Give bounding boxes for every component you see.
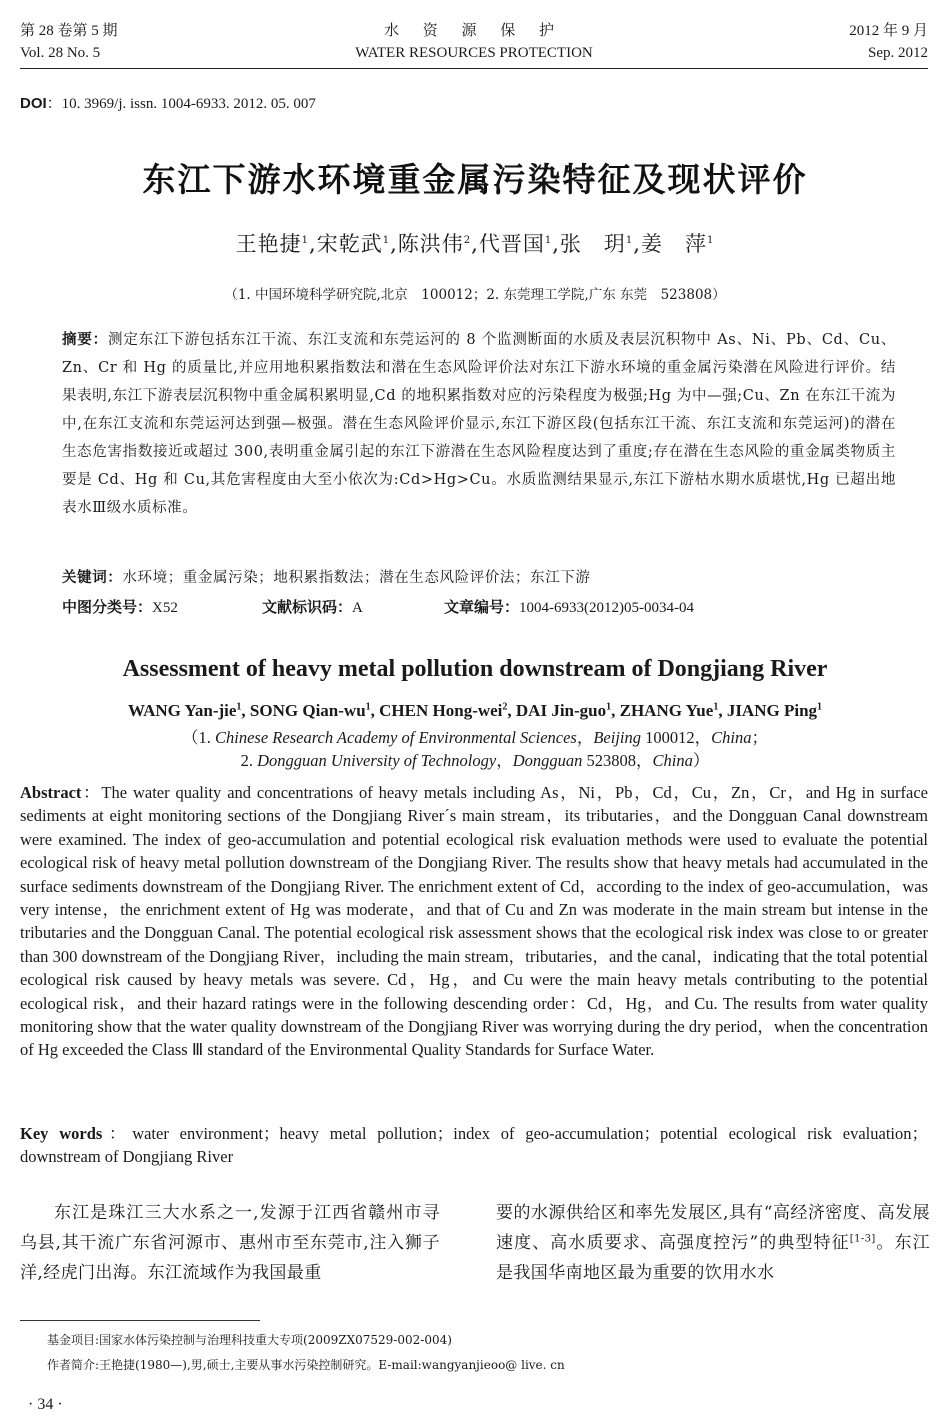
author-en: SONG Qian-wu xyxy=(249,701,366,720)
author-sup: 1 xyxy=(706,235,715,246)
author-en: WANG Yan-jie xyxy=(127,701,237,720)
doi-line xyxy=(20,92,316,113)
abstract-cn-label: 摘要： xyxy=(62,332,109,348)
article-no-value: 1004-6933(2012)05-0034-04 xyxy=(519,600,694,616)
author-sup: 1 xyxy=(817,701,823,713)
doc-code-value: A xyxy=(352,600,363,616)
affiliation-en-1: （1. Chinese Research Academy of Environmental Sciences，Beijing 100012，China； xyxy=(182,728,768,747)
author-sup: 1 xyxy=(713,701,719,713)
body-column-left: 东江是珠江三大水系之一,发源于江西省赣州市寻乌县,其干流广东省河源市、惠州市至东莞市,注入狮子洋,经虎门出海。东江流域作为我国最重 xyxy=(20,1203,440,1283)
city-name: Dongguan xyxy=(512,751,583,770)
keywords-cn-label: 关键词： xyxy=(62,570,123,586)
journal-date xyxy=(849,20,928,64)
country-name: China xyxy=(652,751,693,770)
keywords-cn-text: 水环境；重金属污染；地积累指数法；潜在生态风险评价法；东江下游 xyxy=(122,570,591,586)
doi-label: DOI xyxy=(20,95,47,112)
footnote-author: 作者简介:王艳捷(1980—),男,硕士,主要从事水污染控制研究。E-mail:wangyanjieoo@ live. cn xyxy=(47,1358,565,1372)
keywords-en-text: ：water environment；heavy metal pollution；index of geo-accumulation；potential ecological risk evaluation；downstream of Dongjiang River xyxy=(20,1124,928,1167)
article-no-label: 文章编号： xyxy=(444,598,520,616)
author-sup: 1 xyxy=(301,235,310,246)
keywords-cn xyxy=(62,566,896,587)
author-sup: 1 xyxy=(606,701,612,713)
author-sup: 1 xyxy=(625,235,634,246)
clc-value: X52 xyxy=(152,600,178,616)
journal-name-cn: 水 资 源 保 护 xyxy=(383,23,564,39)
body-column-right: 要的水源供给区和率先发展区,具有“高经济密度、高发展速度、高水质要求、高强度控污”的典型特征[1-3]。东江是我国华南地区最为重要的饮用水水 xyxy=(496,1203,930,1283)
journal-name xyxy=(20,20,928,64)
author-cn: 张 玥 xyxy=(559,232,626,256)
author-en: DAI Jin-guo xyxy=(515,701,607,720)
author-sup: 1 xyxy=(365,701,371,713)
country-name: China xyxy=(711,728,752,747)
institution-name: Dongguan University of Technology xyxy=(257,751,497,770)
issue-en: Vol. 28 No. 5 xyxy=(20,45,101,61)
abstract-en-label: Abstract xyxy=(20,783,82,802)
abstract-cn xyxy=(62,326,896,522)
author-list-en: WANG Yan-jie$^1$, SONG Qian-$wu^1$, CHEN Hong-wei$^2$, DAI Jin-guo$^1$, ZHANG Yue$^1$, JIANG Ping$^1$ xyxy=(127,701,823,720)
author-sup: 2 xyxy=(463,235,472,246)
author-cn: 代晋国 xyxy=(478,232,545,256)
author-en: ZHANG Yue xyxy=(619,701,714,720)
institution-name: Chinese Research Academy of Environmental Sciences xyxy=(215,728,577,747)
doi-value: ：10. 3969/j. issn. 1004-6933. 2012. 05. 007 xyxy=(46,96,316,112)
author-cn: 宋乾武 xyxy=(316,232,383,256)
keywords-en xyxy=(20,1122,928,1169)
date-en: Sep. 2012 xyxy=(868,45,928,61)
author-sup: 1 xyxy=(236,701,242,713)
clc-label: 中图分类号： xyxy=(62,598,153,616)
keywords-en-label: Key words xyxy=(20,1124,103,1143)
author-sup: 1 xyxy=(382,235,391,246)
author-cn: 姜 萍 xyxy=(640,232,707,256)
date-cn: 2012 年 9 月 xyxy=(849,23,928,39)
issue-cn: 第 28 卷第 5 期 xyxy=(20,23,118,39)
city-name: Beijing xyxy=(593,728,641,747)
author-list-cn: 王艳捷$^1$,宋乾武$^1$,陈洪伟$^2$,代晋国$^1$,张 玥$^1$,姜 萍$^1$ xyxy=(235,232,715,256)
author-en: JIANG Ping xyxy=(726,701,818,720)
author-en: CHEN Hong-wei xyxy=(379,701,503,720)
footnote-funding: 基金项目:国家水体污染控制与治理科技重大专项(2009ZX07529-002-004) xyxy=(47,1333,452,1347)
paper-title-cn: 东江下游水环境重金属污染特征及现状评价 xyxy=(142,160,808,199)
affiliation-en-2: 2. Dongguan University of Technology，Dongguan 523808，China） xyxy=(240,751,710,770)
header-rule xyxy=(20,68,928,69)
classification-line xyxy=(62,596,896,617)
doc-code-label: 文献标识码： xyxy=(262,598,353,616)
page-number: · 34 · xyxy=(28,1396,63,1413)
running-header xyxy=(20,20,928,70)
abstract-en xyxy=(20,781,928,1062)
affiliations-cn: （1. 中国环境科学研究院,北京 100012；2. 东莞理工学院,广东 东莞 523808） xyxy=(224,287,726,303)
author-sup: 2 xyxy=(502,701,508,713)
footnote-rule xyxy=(20,1320,260,1321)
abstract-en-text: ：The water quality and concentrations of heavy metals including As，Ni，Pb，Cd，Cu，Zn，Cr，and Hg in surface sediments at eight monitoring sections of the Dongjiang River´s main stream，its tributaries，and the Dongguan Canal downstream were examined. The index of geo-accumulation and potential ecological risk evaluation methods were used to evaluate the potential ecological risk of heavy metal pollution downstream of the Dongjiang River. The results show that heavy metals had accumulated in the surface sediments downstream of the Dongjiang River. The enrichment extent of Cd，according to the index of geo-accumulation，was very intense，the enrichment extent of Hg was moderate，and that of Cu and Zn was moderate in the main stream but intense in the tributaries and the Dongguan Canal. The potential ecological risk assessment shows that the ecological risk index was close to or greater than 300 downstream of the Dongjiang River，including the main stream，tributaries，and the canal，indicating that the total potential ecological risk caused by heavy metals was severe. Cd，Hg，and Cu were the main heavy metals contributing to the potential ecological risk，and their hazard ratings were in the following descending order：Cd，Hg，and Cu. The results from water quality monitoring show that the water quality downstream of the Dongjiang River was worrying during the dry period，when the concentration of Hg exceeded the Class Ⅲ standard of the Environmental Quality Standards for Surface Water. xyxy=(20,783,928,1060)
paper-title-en: Assessment of heavy metal pollution downstream of Dongjiang River xyxy=(122,656,828,682)
journal-name-en: WATER RESOURCES PROTECTION xyxy=(355,45,593,61)
author-sup: 1 xyxy=(544,235,553,246)
author-cn: 陈洪伟 xyxy=(397,232,464,256)
author-cn: 王艳捷 xyxy=(235,232,302,256)
citation-ref[interactable]: [1-3] xyxy=(849,1233,876,1245)
abstract-cn-text: 测定东江下游包括东江干流、东江支流和东莞运河的 8 个监测断面的水质及表层沉积物中 As、Ni、Pb、Cd、Cu、Zn、Cr 和 Hg 的质量比,并应用地积累指数法和潜在生态风险评价法对东江下游水环境的重金属污染潜在风险进行评价。结果表明,东江下游表层沉积物中重金属积累明显,Cd 的地积累指数对应的污染程度为极强;Hg 为中—强;Cu、Zn 在东江干流为中,在东江支流和东莞运河达到强—极强。潜在生态风险评价显示,东江下游区段(包括东江干流、东江支流和东莞运河)的潜在生态危害指数接近或超过 300,表明重金属引起的东江下游潜在生态风险程度达到了重度;存在潜在生态风险的重金属类物质主要是 Cd、Hg 和 Cu,其危害程度由大至小依次为:Cd>Hg>Cu。水质监测结果显示,东江下游枯水期水质堪忧,Hg 已超出地表水Ⅲ级水质标准。 xyxy=(62,332,896,516)
